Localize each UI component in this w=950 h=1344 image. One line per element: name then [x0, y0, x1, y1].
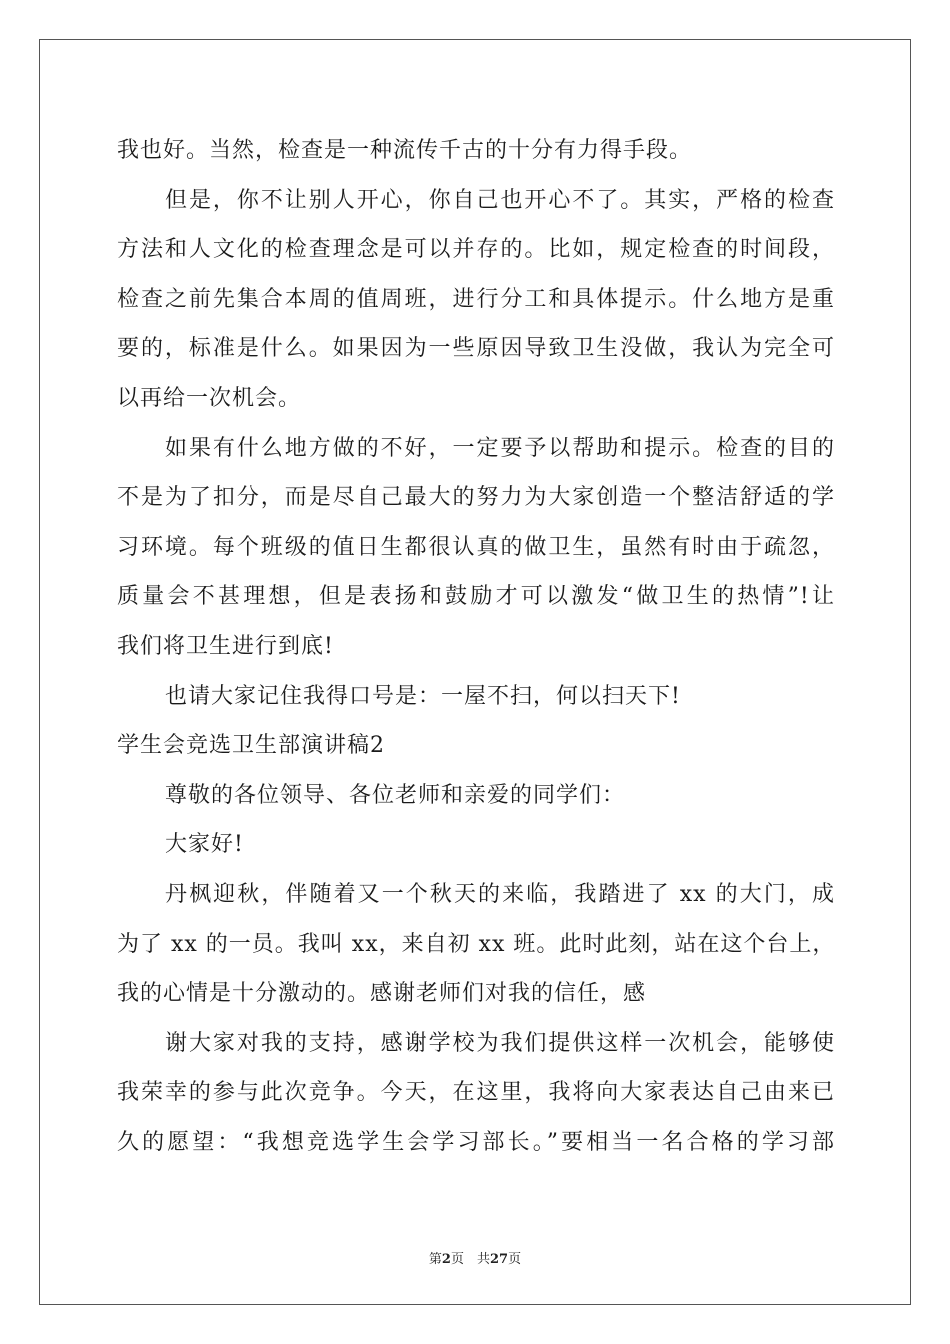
text-line: 久的愿望：“我想竞选学生会学习部长。”要相当一名合格的学习部 [117, 1129, 835, 1155]
text-line: 以再给一次机会。 [117, 385, 302, 411]
text-line: 但是，你不让别人开心，你自己也开心不了。其实，严格的检查 [165, 187, 835, 213]
footer-mid: 页 共 [450, 1252, 490, 1267]
text-line: 我们将卫生进行到底! [117, 633, 334, 659]
text-line: 如果有什么地方做的不好，一定要予以帮助和提示。检查的目的 [165, 435, 835, 461]
text-line: 为了 xx 的一员。我叫 xx，来自初 xx 班。此时此刻，站在这个台上， [117, 931, 836, 957]
text-line: 不是为了扣分，而是尽自己最大的努力为大家创造一个整洁舒适的学 [117, 485, 835, 511]
text-line: 也请大家记住我得口号是：一屋不扫，何以扫天下! [165, 683, 681, 709]
text-line: 丹枫迎秋，伴随着又一个秋天的来临，我踏进了 xx 的大门，成 [165, 881, 835, 907]
text-line: 谢大家对我的支持，感谢学校为我们提供这样一次机会，能够使 [165, 1030, 835, 1056]
page-footer [0, 1248, 950, 1267]
text-line: 学生会竞选卫生部演讲稿2 [117, 733, 385, 759]
text-line: 大家好! [165, 832, 244, 858]
footer-suffix: 页 [508, 1252, 522, 1267]
text-line: 质量会不甚理想，但是表扬和鼓励才可以激发“做卫生的热情”!让 [117, 584, 835, 610]
text-line: 习环境。每个班级的值日生都很认真的做卫生，虽然有时由于疏忽， [117, 534, 835, 560]
text-line: 检查之前先集合本周的值周班，进行分工和具体提示。什么地方是重 [117, 286, 835, 312]
text-line: 我的心情是十分激动的。感谢老师们对我的信任，感 [117, 981, 647, 1007]
text-line: 我也好。当然，检查是一种流传千古的十分有力得手段。 [117, 138, 693, 163]
text-line: 方法和人文化的检查理念是可以并存的。比如，规定检查的时间段， [117, 237, 835, 263]
document-body [117, 126, 835, 1167]
text-line: 要的，标准是什么。如果因为一些原因导致卫生没做，我认为完全可 [117, 336, 835, 362]
footer-prefix: 第 [428, 1252, 442, 1267]
text-line: 尊敬的各位领导、各位老师和亲爱的同学们： [165, 782, 626, 808]
text-line: 我荣幸的参与此次竞争。今天，在这里，我将向大家表达自己由来已 [117, 1080, 835, 1106]
current-page-number: 2 [441, 1252, 451, 1267]
total-page-count: 27 [489, 1252, 509, 1267]
